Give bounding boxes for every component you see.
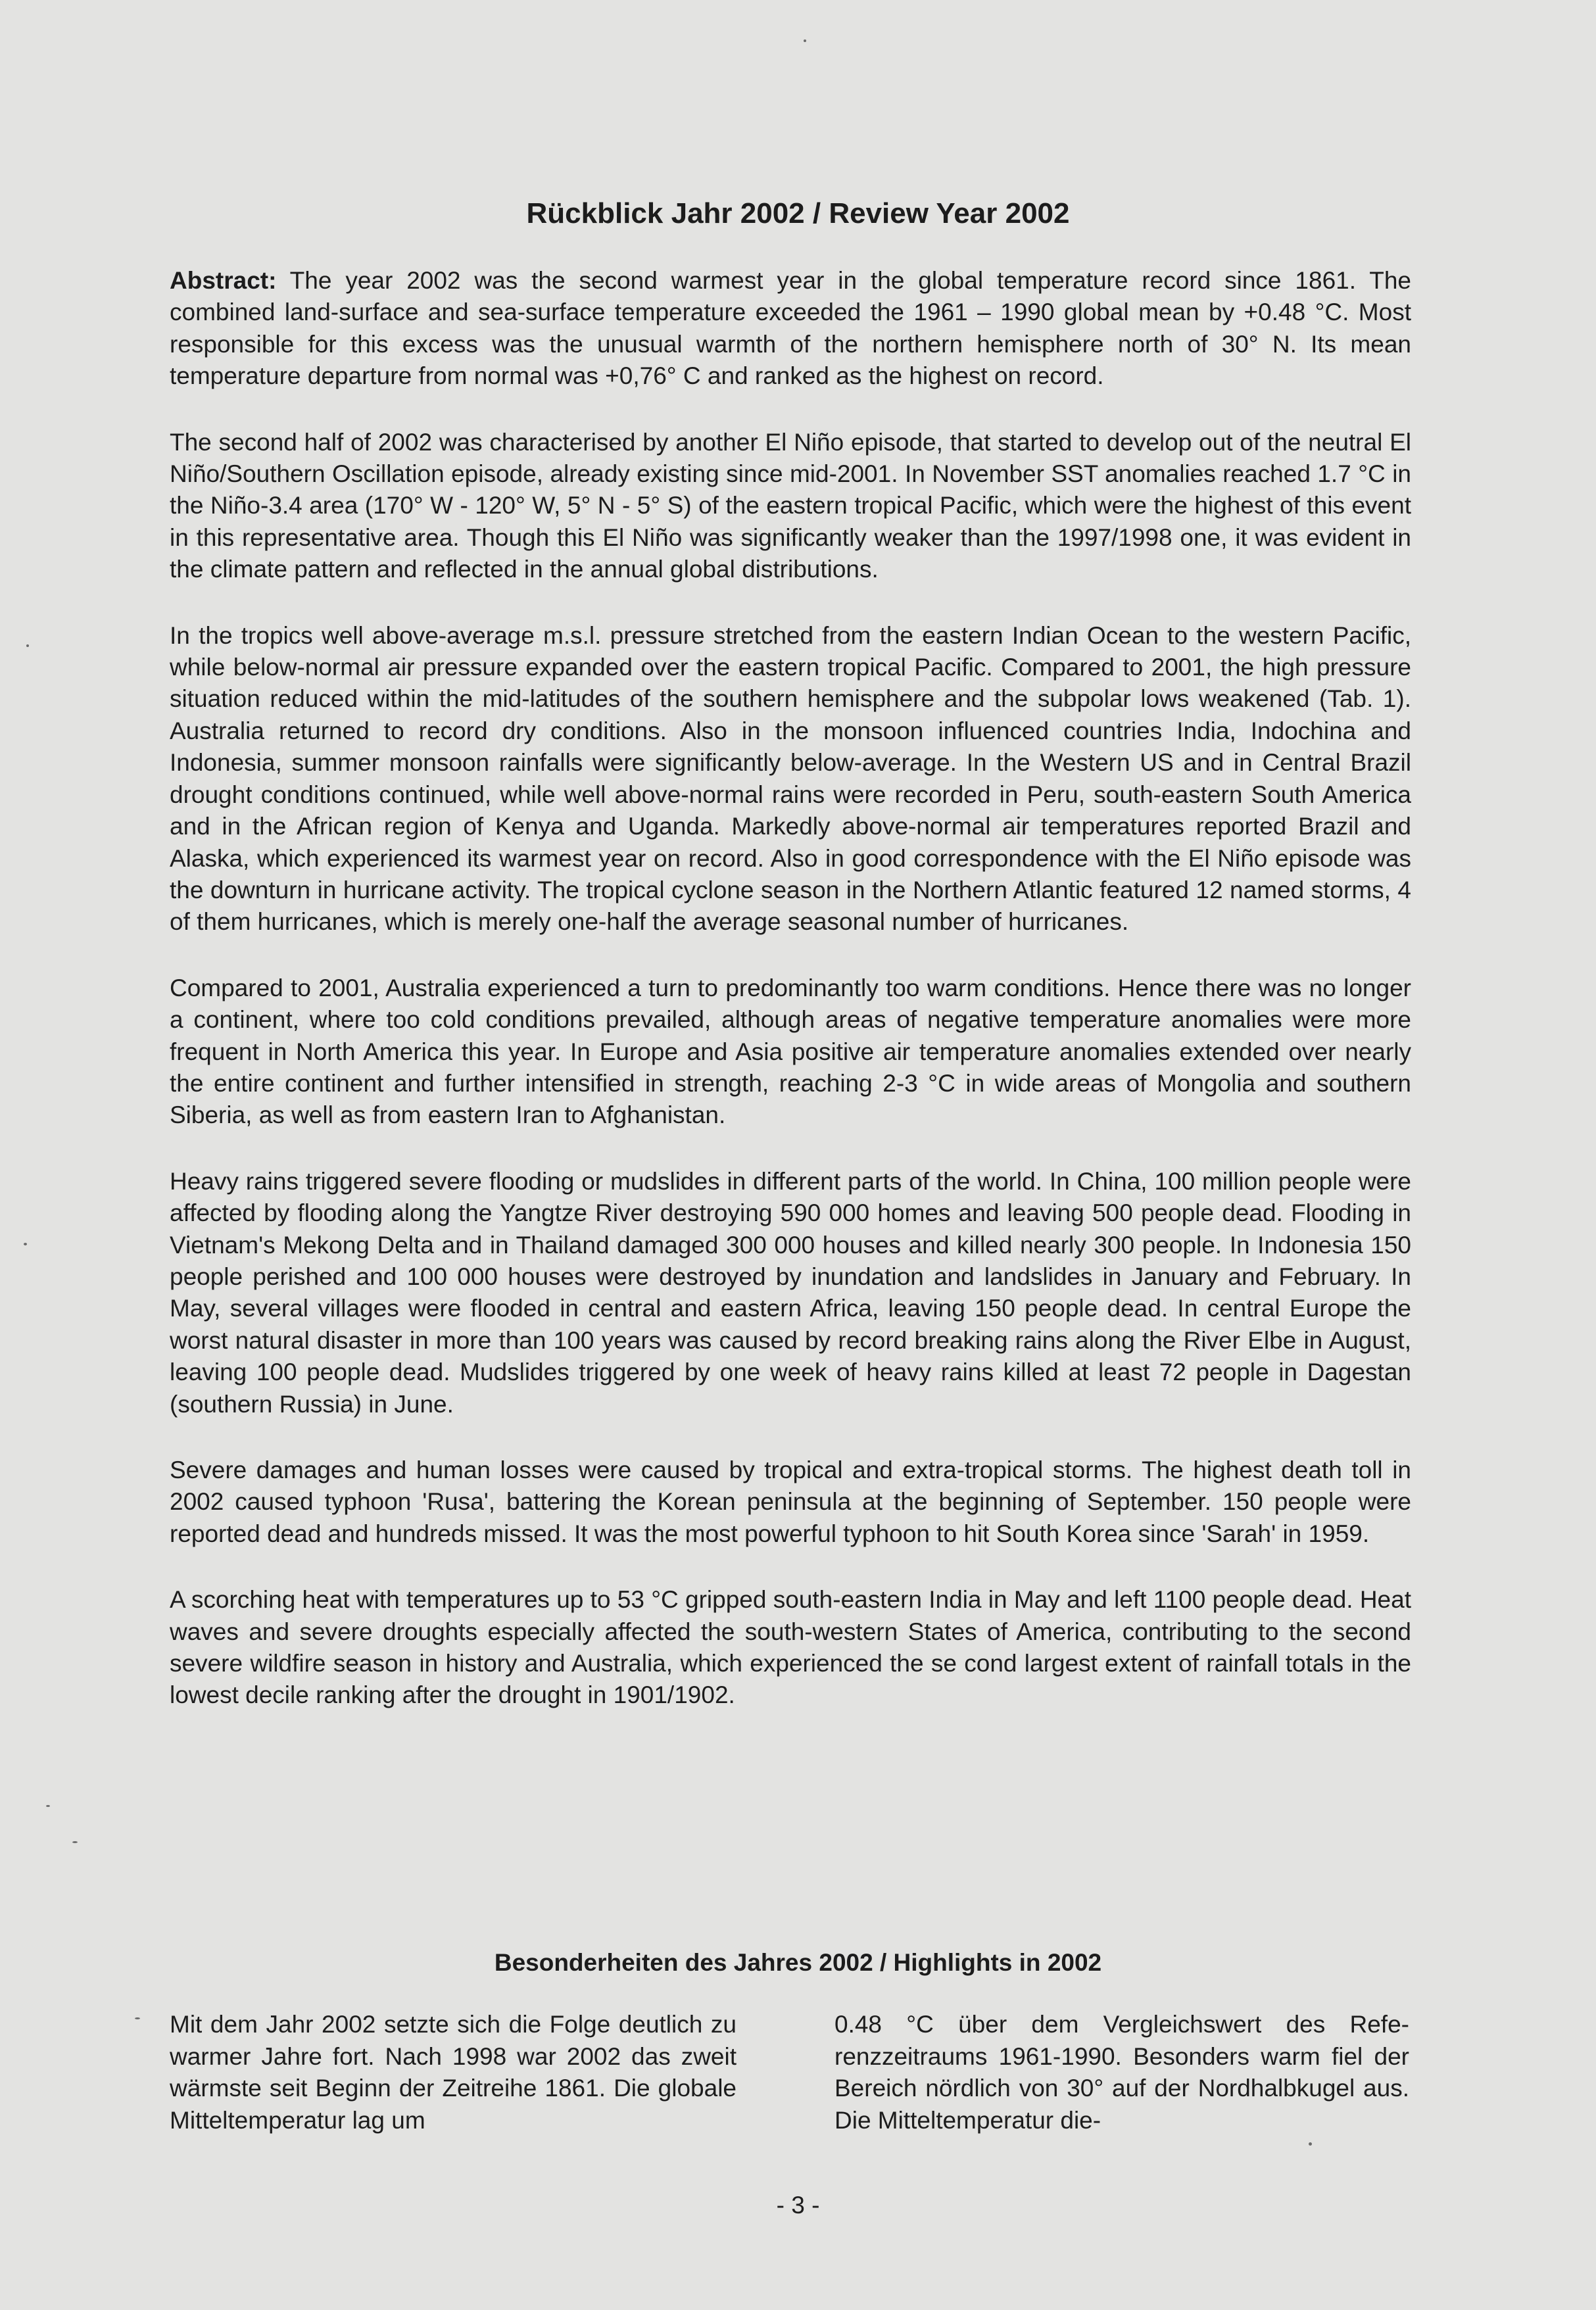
paragraph-el-nino: The second half of 2002 was characterised by another El Niño episode, that started to develop out of the neutral El Niño/Southern Oscillation episode, already existing since mid-2001. In November SST anomalies reached 1.7 °C in the Niño-3.4 area (170° W - 120° W, 5° N - 5° S) of the eastern tropical Pacific, which were the highest of this event in this representative area. Though this El Niño was significantly weaker than the 1997/1998 one, it was evident in the climate pattern and reflected in the annual global distributions. (170, 428, 1411, 583)
scan-speck (24, 1243, 27, 1245)
scan-speck (26, 644, 29, 647)
page-title: Rückblick Jahr 2002 / Review Year 2002 (526, 197, 1070, 229)
highlights-left-column: Mit dem Jahr 2002 setzte sich die Folge deutlich zu warmer Jahre fort. Nach 1998 war 2002 das zweit wärmste seit Beginn der Zeitreihe 1861. Die globale Mitteltemperatur lag um (170, 2011, 737, 2134)
paragraph-storms: Severe damages and human losses were caused by tropical and extra-tropical storms. The highest death toll in 2002 caused typhoon 'Rusa', battering the Korean peninsula at the beginning of September. 150 people were reported dead and hundreds missed. It was the most powerful typhoon to hit South Korea since 'Sarah' in 1959. (170, 1456, 1411, 1547)
highlights-heading: Besonderheiten des Jahres 2002 / Highlights in 2002 (494, 1949, 1102, 1976)
abstract-text: The year 2002 was the second warmest year in the global temperature record since 1861. The combined land-surface and sea-surface temperature exceeded the 1961 – 1990 global mean by +0.48 °C. Most responsible for this excess was the unusual warmth of the northern hemisphere north of 30° N. Its mean temperature departure from normal was +0,76° C and ranked as the highest on record. (170, 267, 1411, 390)
abstract-paragraph (170, 265, 1411, 393)
paragraph-temperature-anomalies: Compared to 2001, Australia experienced a turn to predominantly too warm conditions. Hence there was no longer a continent, where too cold conditions prevailed, although areas of negative temperature anomalies were more frequent in North America this year. In Europe and Asia positive air temperature anomalies extended over nearly the entire continent and further intensified in strength, reaching 2-3 °C in wide areas of Mongolia and southern Siberia, as well as from eastern Iran to Afghanistan. (170, 974, 1411, 1129)
abstract-label: Abstract: (170, 267, 277, 294)
scan-speck (72, 1841, 78, 1843)
scan-speck (135, 2017, 140, 2019)
paragraph-heat-drought: A scorching heat with temperatures up to 53 °C gripped south-eastern India in May and left 1100 people dead. Heat waves and severe droughts especially affected the south-western States of America, contributing to the second severe wildfire season in history and Australia, which experienced the se cond largest extent of rainfall totals in the lowest decile ranking after the drought in 1901/1902. (170, 1586, 1411, 1709)
scan-speck (46, 1805, 50, 1807)
paragraph-flooding: Heavy rains triggered severe flooding or mudslides in different parts of the world. In China, 100 million people were affected by flooding along the Yangtze River destroying 590 000 homes and leaving 500 people dead. Flooding in Vietnam's Mekong Delta and in Thailand damaged 300 000 houses and killed nearly 300 people. In Indonesia 150 people perished and 100 000 houses were destroyed by inundation and landslides in January and February. In May, several villages were flooded in central and eastern Africa, leaving 150 people dead. In central Europe the worst natural disaster in more than 100 years was caused by record breaking rains along the River Elbe in August, leaving 100 people dead. Mudslides triggered by one week of heavy rains killed at least 72 people in Dagestan (southern Russia) in June. (170, 1167, 1411, 1418)
page-number: - 3 - (776, 2192, 820, 2219)
highlights-right-column: 0.48 °C über dem Vergleichswert des Referenzzeitraums 1961-1990. Besonders warm fiel der Bereich nördlich von 30° auf der Nordhalbkugel aus. Die Mitteltemperatur die- (834, 2011, 1409, 2134)
paragraph-pressure-precipitation: In the tropics well above-average m.s.l. pressure stretched from the eastern Indian Ocean to the western Pacific, while below-normal air pressure expanded over the eastern tropical Pacific. Compared to 2001, the high pressure situation reduced within the mid-latitudes of the southern hemisphere and the subpolar lows weakened (Tab. 1). Australia returned to record dry conditions. Also in the monsoon influenced countries India, Indochina and Indonesia, summer monsoon rainfalls were significantly below-average. In the Western US and in Central Brazil drought conditions continued, while well above-normal rains were recorded in Peru, south-eastern South America and in the African region of Kenya and Uganda. Markedly above-normal air temperatures reported Brazil and Alaska, which experienced its warmest year on record. Also in good correspondence with the El Niño episode was the downturn in hurricane activity. The tropical cyclone season in the Northern Atlantic featured 12 named storms, 4 of them hurricanes, which is merely one-half the average seasonal number of hurricanes. (170, 621, 1411, 936)
scan-speck (804, 39, 806, 42)
article-body (170, 265, 1411, 1746)
scan-speck (1309, 2142, 1312, 2146)
